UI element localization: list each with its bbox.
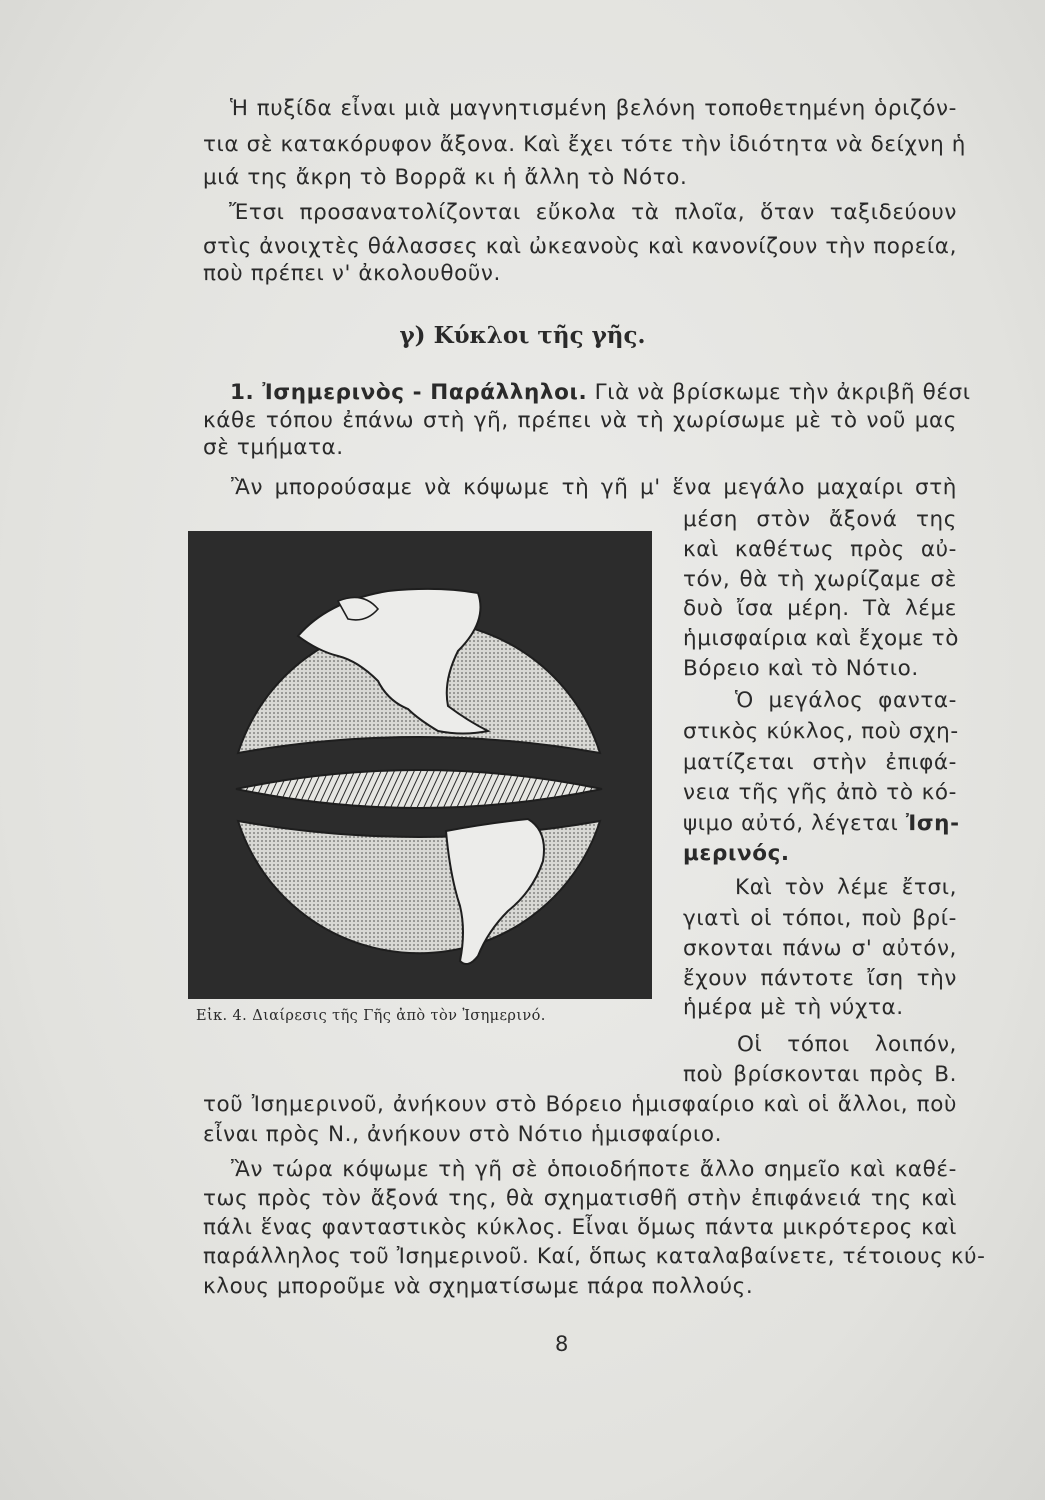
text-line: Ἂν τώρα κόψωμε τὴ γῆ σὲ ὁποιοδήποτε ἄλλο σημεῖο καὶ καθέ- bbox=[231, 1157, 957, 1182]
text-line: στὶς ἀνοιχτὲς θάλασσες καὶ ὠκεανοὺς καὶ κανονίζουν τὴν πορεία, bbox=[203, 234, 958, 259]
text-line: Ἔτσι προσανατολίζονται εὔκολα τὰ πλοῖα, ὅταν ταξιδεύουν bbox=[229, 200, 957, 225]
side-text: ψιμο αὐτό, λέγεται bbox=[683, 811, 899, 836]
text-line: Ἂν μπορούσαμε νὰ κόψωμε τὴ γῆ μ' ἕνα μεγάλο μαχαίρι στὴ bbox=[231, 475, 957, 500]
text-line: τως πρὸς τὸν ἄξονά της, θὰ σχηματισθῆ στὴν ἐπιφάνειά της καὶ bbox=[203, 1186, 957, 1211]
text-line: παράλληλος τοῦ Ἰσημερινοῦ. Καί, ὅπως καταλαβαίνετε, τέτοιους κύ- bbox=[203, 1244, 986, 1269]
text-line: πάλι ἕνας φανταστικὸς κύκλος. Εἶναι ὅμως πάντα μικρότερος καὶ bbox=[203, 1215, 957, 1240]
side-text-line: Ὁ μεγάλος φαντα- bbox=[735, 688, 957, 713]
subheading-line bbox=[230, 378, 971, 408]
subheading-text: Γιὰ νὰ βρίσκωμε τὴν ἀκριβῆ θέσι bbox=[587, 380, 971, 405]
text-line: τοῦ Ἰσημερινοῦ, ἀνήκουν στὸ Βόρειο ἡμισφαίριο καὶ οἱ ἄλλοι, ποὺ bbox=[203, 1092, 957, 1117]
side-text-line: ποὺ βρίσκονται πρὸς Β. bbox=[683, 1062, 957, 1087]
page-number: 8 bbox=[555, 1332, 569, 1356]
side-text-line: Βόρειο καὶ τὸ Νότιο. bbox=[683, 656, 919, 681]
side-text-line: δυὸ ἴσα μέρη. Τὰ λέμε bbox=[683, 596, 957, 621]
side-text-line: ἡμέρα μὲ τὴ νύχτα. bbox=[683, 995, 904, 1020]
globe-illustration bbox=[188, 531, 652, 999]
side-text-line: μέση στὸν ἄξονά της bbox=[683, 507, 957, 532]
side-text-line: τόν, θὰ τὴ χωρίζαμε σὲ bbox=[683, 567, 957, 592]
bold-term-continuation: μερινός. bbox=[683, 841, 790, 866]
side-text-line bbox=[683, 809, 960, 839]
side-text-line: γιατὶ οἱ τόποι, ποὺ βρί- bbox=[683, 906, 957, 931]
text-line: σὲ τμήματα. bbox=[203, 435, 344, 460]
equator-plane bbox=[236, 770, 602, 808]
text-line: ποὺ πρέπει ν' ἀκολουθοῦν. bbox=[203, 261, 501, 286]
bold-term: Ἰση- bbox=[905, 811, 960, 836]
text-line: εἶναι πρὸς Ν., ἀνήκουν στὸ Νότιο ἡμισφαίριο. bbox=[203, 1122, 723, 1147]
section-heading: γ) Κύκλοι τῆς γῆς. bbox=[399, 322, 646, 349]
text-line: μιά της ἄκρη τὸ Βορρᾶ κι ἡ ἄλλη τὸ Νότο. bbox=[203, 165, 688, 190]
subheading-title: 1. Ἰσημερινὸς - Παράλληλοι. bbox=[230, 380, 588, 405]
text-line: Ἡ πυξίδα εἶναι μιὰ μαγνητισμένη βελόνη τοποθετημένη ὁριζόν- bbox=[230, 96, 957, 121]
side-text-line: ἔχουν πάντοτε ἴση τὴν bbox=[683, 966, 957, 991]
globe-figure bbox=[188, 531, 652, 999]
side-text-line: Οἱ τόποι λοιπόν, bbox=[737, 1032, 957, 1057]
side-text-line: ἡμισφαίρια καὶ ἔχομε τὸ bbox=[683, 626, 959, 651]
side-text-line: στικὸς κύκλος, ποὺ σχη- bbox=[683, 719, 959, 744]
side-text-line: νεια τῆς γῆς ἀπὸ τὸ κό- bbox=[683, 780, 957, 805]
side-text-line: σκονται πάνω σ' αὐτόν, bbox=[683, 936, 957, 961]
southern-hemisphere bbox=[238, 821, 600, 953]
text-line: κλους μποροῦμε νὰ σχηματίσωμε πάρα πολλούς. bbox=[203, 1274, 754, 1299]
side-text-line: Καὶ τὸν λέμε ἔτσι, bbox=[735, 875, 957, 900]
figure-caption: Εἰκ. 4. Διαίρεσις τῆς Γῆς ἀπὸ τὸν Ἰσημερινό. bbox=[196, 1008, 546, 1024]
side-text-line: καὶ καθέτως πρὸς αὐ- bbox=[683, 537, 957, 562]
side-text-line: ματίζεται στὴν ἐπιφά- bbox=[683, 750, 957, 775]
text-line: τια σὲ κατακόρυφον ἄξονα. Καὶ ἔχει τότε τὴν ἰδιότητα νὰ δείχνη ἡ bbox=[203, 132, 966, 157]
text-line: κάθε τόπου ἐπάνω στὴ γῆ, πρέπει νὰ τὴ χωρίσωμε μὲ τὸ νοῦ μας bbox=[203, 408, 957, 433]
